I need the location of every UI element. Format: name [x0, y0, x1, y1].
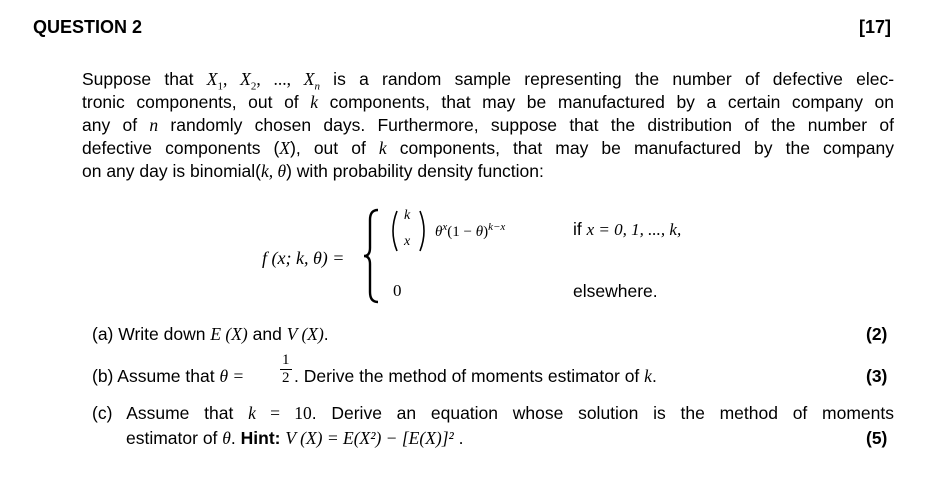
- part-a-marks: (2): [866, 324, 888, 344]
- part-b-rest: . Derive the method of moments estimator of k.: [294, 366, 657, 386]
- binom-bottom: x: [404, 234, 411, 249]
- case2-condition: elsewhere.: [573, 281, 658, 301]
- binom-right-paren-icon: [418, 210, 430, 252]
- part-c-line-1: (c) Assume that k = 10. Derive an equation whose solution is the method of moments: [92, 403, 894, 423]
- binom-top: k: [404, 208, 411, 223]
- intro-line-5: on any day is binomial(k, θ) with probability density function:: [82, 161, 544, 181]
- part-c-marks: (5): [866, 428, 888, 448]
- case1-condition: if x = 0, 1, ..., k,: [573, 219, 682, 239]
- intro-line-4: defective components (X), out of k components, that may be manufactured by the company: [82, 138, 895, 158]
- binom-left-paren-icon: [387, 210, 399, 252]
- part-a: (a) Write down E (X) and V (X).: [92, 324, 329, 344]
- question-title: QUESTION 2: [33, 17, 143, 37]
- pdf-lhs: f (x; k, θ) =: [262, 248, 345, 268]
- part-b-fraction: 1 2: [282, 352, 290, 386]
- part-b: (b) Assume that θ =: [92, 366, 245, 386]
- intro-paragraph: [82, 68, 894, 183]
- part-c-line-2: estimator of θ. Hint: V (X) = E(X²) − [E(X)]² .: [126, 428, 464, 448]
- part-b-marks: (3): [866, 366, 888, 386]
- cases-brace-icon: [362, 208, 382, 304]
- intro-line-2: tronic components, out of k components, that may be manufactured by a certain company on: [82, 92, 894, 112]
- intro-line-1: Suppose that $X_1$, $X_2$, ..., $X_n$ is a random sample representing the number of defective elec-: [82, 69, 895, 93]
- question-total-marks: [17]: [859, 17, 892, 37]
- case1-expression: $\theta^x(1 - \theta)^{k-x}$: [435, 221, 506, 240]
- case2-value: 0: [393, 281, 402, 300]
- intro-line-3: any of n randomly chosen days. Furthermore, suppose that the distribution of the number of: [82, 115, 894, 135]
